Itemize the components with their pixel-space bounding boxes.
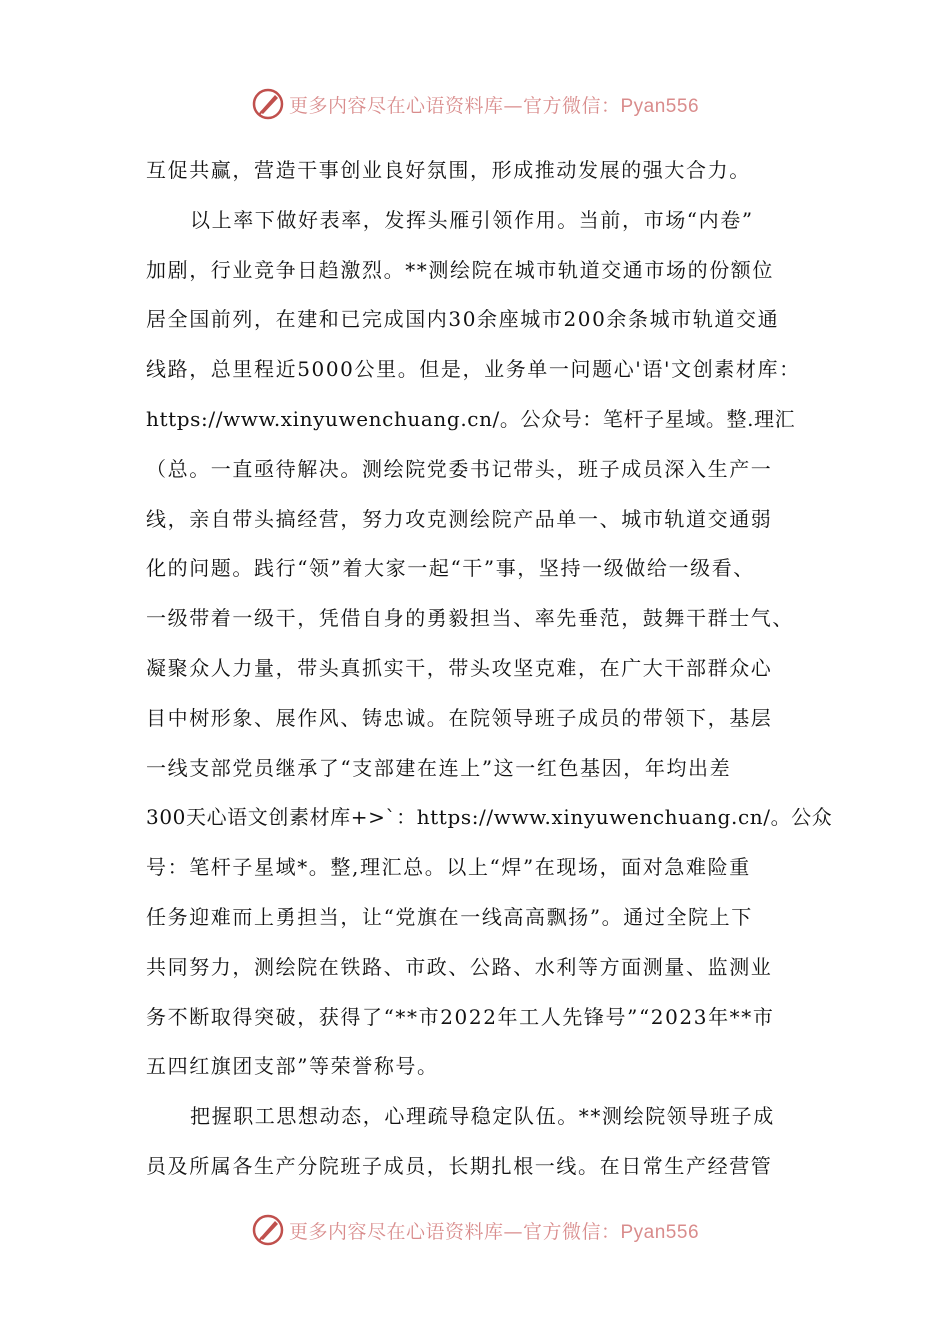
text-line-8: 线，亲自带头搞经营，努力攻克测绘院产品单一、城市轨道交通弱 [146,506,773,531]
text-line-10: 一级带着一级干，凭借自身的勇毅担当、率先垂范，鼓舞干群士气、 [146,606,794,631]
footer-banner-text [289,1217,699,1244]
text-line-21: 员及所属各生产分院班子成员，长期扎根一线。在日常生产经营管 [146,1153,773,1178]
text-line-6: https://www.xinyuwenchuang.cn/。公众号：笔杆子星域。整.理汇 [146,406,796,431]
header-banner-wechat: Pyan556 [620,95,700,117]
document-body [146,146,833,1192]
text-line-19: 五四红旗团支部”等荣誉称号。 [146,1054,439,1079]
text-line-14: 300天心语文创素材库+>`：https://www.xinyuwenchuang.cn/。公众 [146,805,833,830]
text-line-13: 一线支部党员继承了“支部建在连上”这一红色基因，年均出差 [146,755,732,780]
text-line-3: 加剧，行业竞争日趋激烈。**测绘院在城市轨道交通市场的份额位 [146,257,774,282]
text-line-9: 化的问题。践行“领”着大家一起“干”事，坚持一级做给一级看、 [146,556,755,581]
quill-logo-icon [251,87,285,121]
footer-banner-label: 更多内容尽在心语资料库—官方微信： [288,1220,621,1243]
text-line-18: 务不断取得突破，获得了“**市2022年工人先锋号”“2023年**市 [146,1004,775,1029]
text-line-20: 把握职工思想动态，心理疏导稳定队伍。**测绘院领导班子成 [190,1104,775,1129]
header-banner-inner [251,87,699,121]
footer-banner [0,1210,950,1250]
text-line-17: 共同努力，测绘院在铁路、市政、公路、水利等方面测量、监测业 [146,954,773,979]
header-banner-text [289,91,699,118]
text-line-4: 居全国前列，在建和已完成国内30余座城市200余条城市轨道交通 [146,307,780,332]
text-line-12: 目中树形象、展作风、铸忠诚。在院领导班子成员的带领下，基层 [146,705,773,730]
footer-banner-wechat: Pyan556 [620,1221,700,1243]
text-line-7: （总。一直亟待解决。测绘院党委书记带头，班子成员深入生产一 [146,456,773,481]
text-line-15: 号：笔杆子星域*。整,理汇总。以上“焊”在现场，面对急难险重 [146,855,751,880]
text-line-16: 任务迎难而上勇担当，让“党旗在一线高高飘扬”。通过全院上下 [146,904,753,929]
header-banner [0,84,950,124]
text-line-2: 以上率下做好表率，发挥头雁引领作用。当前，市场“内卷” [190,207,754,232]
footer-banner-inner [251,1213,699,1247]
text-line-11: 凝聚众人力量，带头真抓实干，带头攻坚克难，在广大干部群众心 [146,655,773,680]
text-line-5: 线路，总里程近5000公里。但是，业务单一问题心'语'文创素材库： [146,357,801,382]
header-banner-label: 更多内容尽在心语资料库—官方微信： [288,94,621,117]
text-line-1: 互促共赢，营造干事创业良好氛围，形成推动发展的强大合力。 [146,158,751,182]
quill-logo-icon [251,1213,285,1247]
